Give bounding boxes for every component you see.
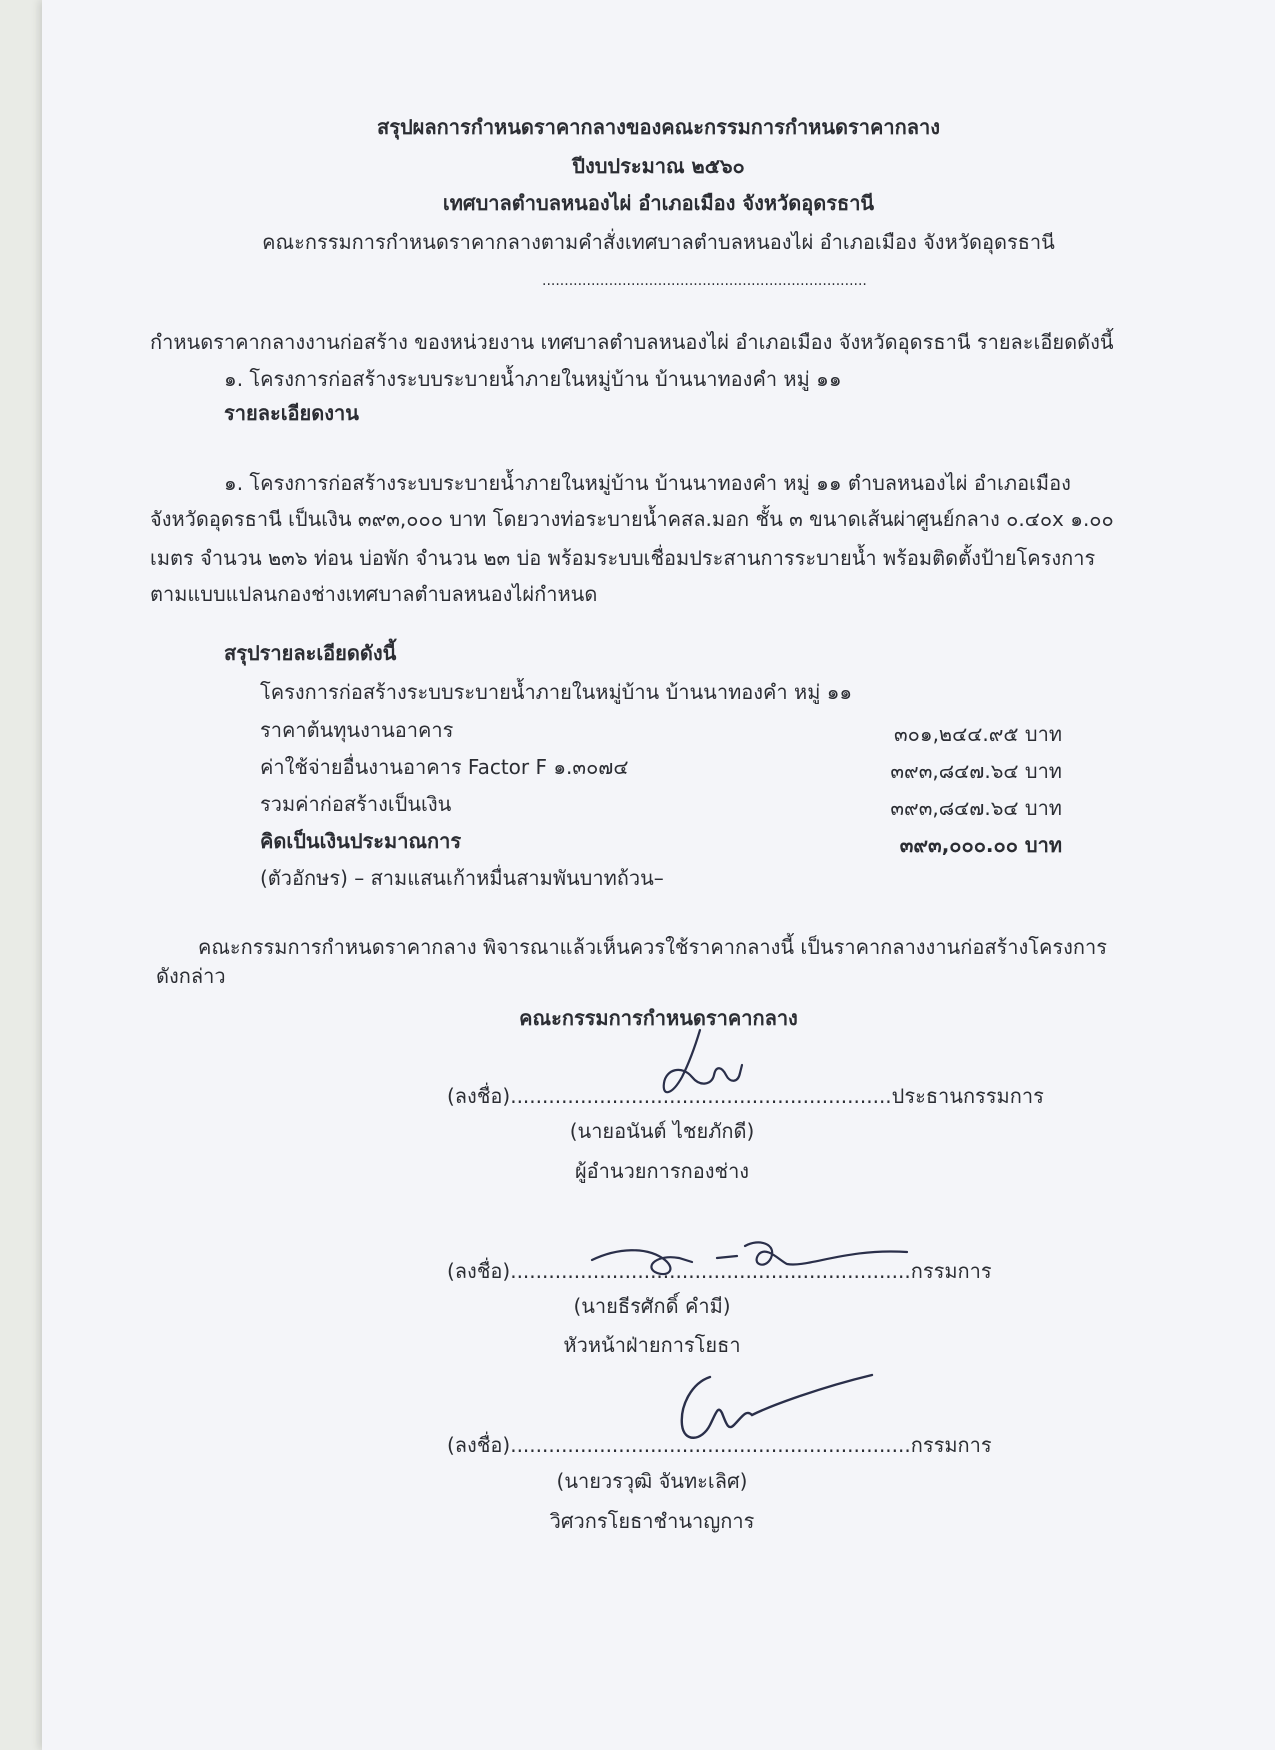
detail-line-4: ตามแบบแปลนกองช่างเทศบาลตำบลหนองไผ่กำหนด: [150, 582, 598, 606]
signer-name: (นายธีรศักดิ์ คำมี): [573, 1294, 731, 1318]
summary-total-amount: ๓๙๓,๐๐๐.๐๐ บาท: [899, 833, 1062, 857]
handwritten-signature-3: [662, 1365, 882, 1450]
summary-heading: สรุปรายละเอียดดังนี้: [224, 641, 397, 665]
summary-row-label: รวมค่าก่อสร้างเป็นเงิน: [260, 792, 452, 816]
signer-position: ผู้อำนวยการกองช่าง: [574, 1159, 750, 1183]
summary-row-label: ค่าใช้จ่ายอื่นงานอาคาร Factor F ๑.๓๐๗๔: [260, 755, 629, 779]
summary-total-label: คิดเป็นเงินประมาณการ: [260, 829, 462, 853]
title-fiscal-year: ปีงบประมาณ ๒๕๖๐: [572, 154, 745, 178]
title-organization: เทศบาลตำบลหนองไผ่ อำเภอเมือง จังหวัดอุดรธานี: [442, 191, 875, 215]
conclusion-line-1: คณะกรรมการกำหนดราคากลาง พิจารณาแล้วเห็นควรใช้ราคากลางนี้ เป็นราคากลางงานก่อสร้างโครงการ: [198, 935, 1108, 959]
detail-line-1: ๑. โครงการก่อสร้างระบบระบายน้ำภายในหมู่บ้าน บ้านนาทองคำ หมู่ ๑๑ ตำบลหนองไผ่ อำเภอเมือง: [224, 471, 1071, 495]
detail-line-3: เมตร จำนวน ๒๓๖ ท่อน บ่อพัก จำนวน ๒๓ บ่อ พร้อมระบบเชื่อมประสานการระบายน้ำ พร้อมติดตั้งป้ายโครงการ: [150, 546, 1096, 570]
summary-words: (ตัวอักษร) – สามแสนเก้าหมื่นสามพันบาทถ้วน–: [260, 866, 664, 890]
document-page: [42, 0, 1275, 1750]
signature-line-chairman: (ลงชื่อ)............................................................ประธานกรรมการ: [447, 1084, 1044, 1108]
title-committee: คณะกรรมการกำหนดราคากลางตามคำสั่งเทศบาลตำบลหนองไผ่ อำเภอเมือง จังหวัดอุดรธานี: [262, 230, 1055, 254]
summary-row-amount: ๓๙๓,๘๔๗.๖๔ บาท: [890, 796, 1062, 820]
detail-line-2: จังหวัดอุดรธานี เป็นเงิน ๓๙๓,๐๐๐ บาท โดยวางท่อระบายน้ำคสล.มอก ชั้น ๓ ขนาดเส้นผ่าศูนย์กลาง ๐.๔๐x ๑.๐๐: [150, 507, 1114, 531]
signer-position: วิศวกรโยธาชำนาญการ: [549, 1509, 755, 1533]
summary-row-label: ราคาต้นทุนงานอาคาร: [260, 718, 454, 742]
intro-item-1: ๑. โครงการก่อสร้างระบบระบายน้ำภายในหมู่บ้าน บ้านนาทองคำ หมู่ ๑๑: [224, 367, 842, 391]
signature-line-member-1: (ลงชื่อ)...............................................................กรรมการ: [447, 1259, 992, 1283]
committee-heading: คณะกรรมการกำหนดราคากลาง: [519, 1006, 798, 1030]
detail-heading: รายละเอียดงาน: [224, 401, 359, 425]
handwritten-signature-2: [587, 1228, 917, 1288]
header-dotted-line: .........................................................................: [542, 273, 867, 289]
signer-position: หัวหน้าฝ่ายการโยธา: [563, 1333, 741, 1357]
title-line-1: สรุปผลการกำหนดราคากลางของคณะกรรมการกำหนดราคากลาง: [377, 115, 940, 139]
handwritten-signature-1: [622, 1025, 772, 1105]
summary-row-amount: ๓๙๓,๘๔๗.๖๔ บาท: [890, 759, 1062, 783]
summary-row-amount: ๓๐๑,๒๔๔.๙๕ บาท: [894, 722, 1062, 746]
conclusion-line-2: ดังกล่าว: [156, 964, 226, 988]
signer-name: (นายวรวุฒิ จันทะเลิศ): [556, 1469, 748, 1493]
signer-name: (นายอนันต์ ไชยภักดี): [569, 1119, 755, 1143]
summary-project: โครงการก่อสร้างระบบระบายน้ำภายในหมู่บ้าน บ้านนาทองคำ หมู่ ๑๑: [260, 680, 853, 704]
intro-line: กำหนดราคากลางงานก่อสร้าง ของหน่วยงาน เทศบาลตำบลหนองไผ่ อำเภอเมือง จังหวัดอุดรธานี รายละเอียดดังนี้: [150, 330, 1114, 354]
signature-line-member-2: (ลงชื่อ)...............................................................กรรมการ: [447, 1433, 992, 1457]
